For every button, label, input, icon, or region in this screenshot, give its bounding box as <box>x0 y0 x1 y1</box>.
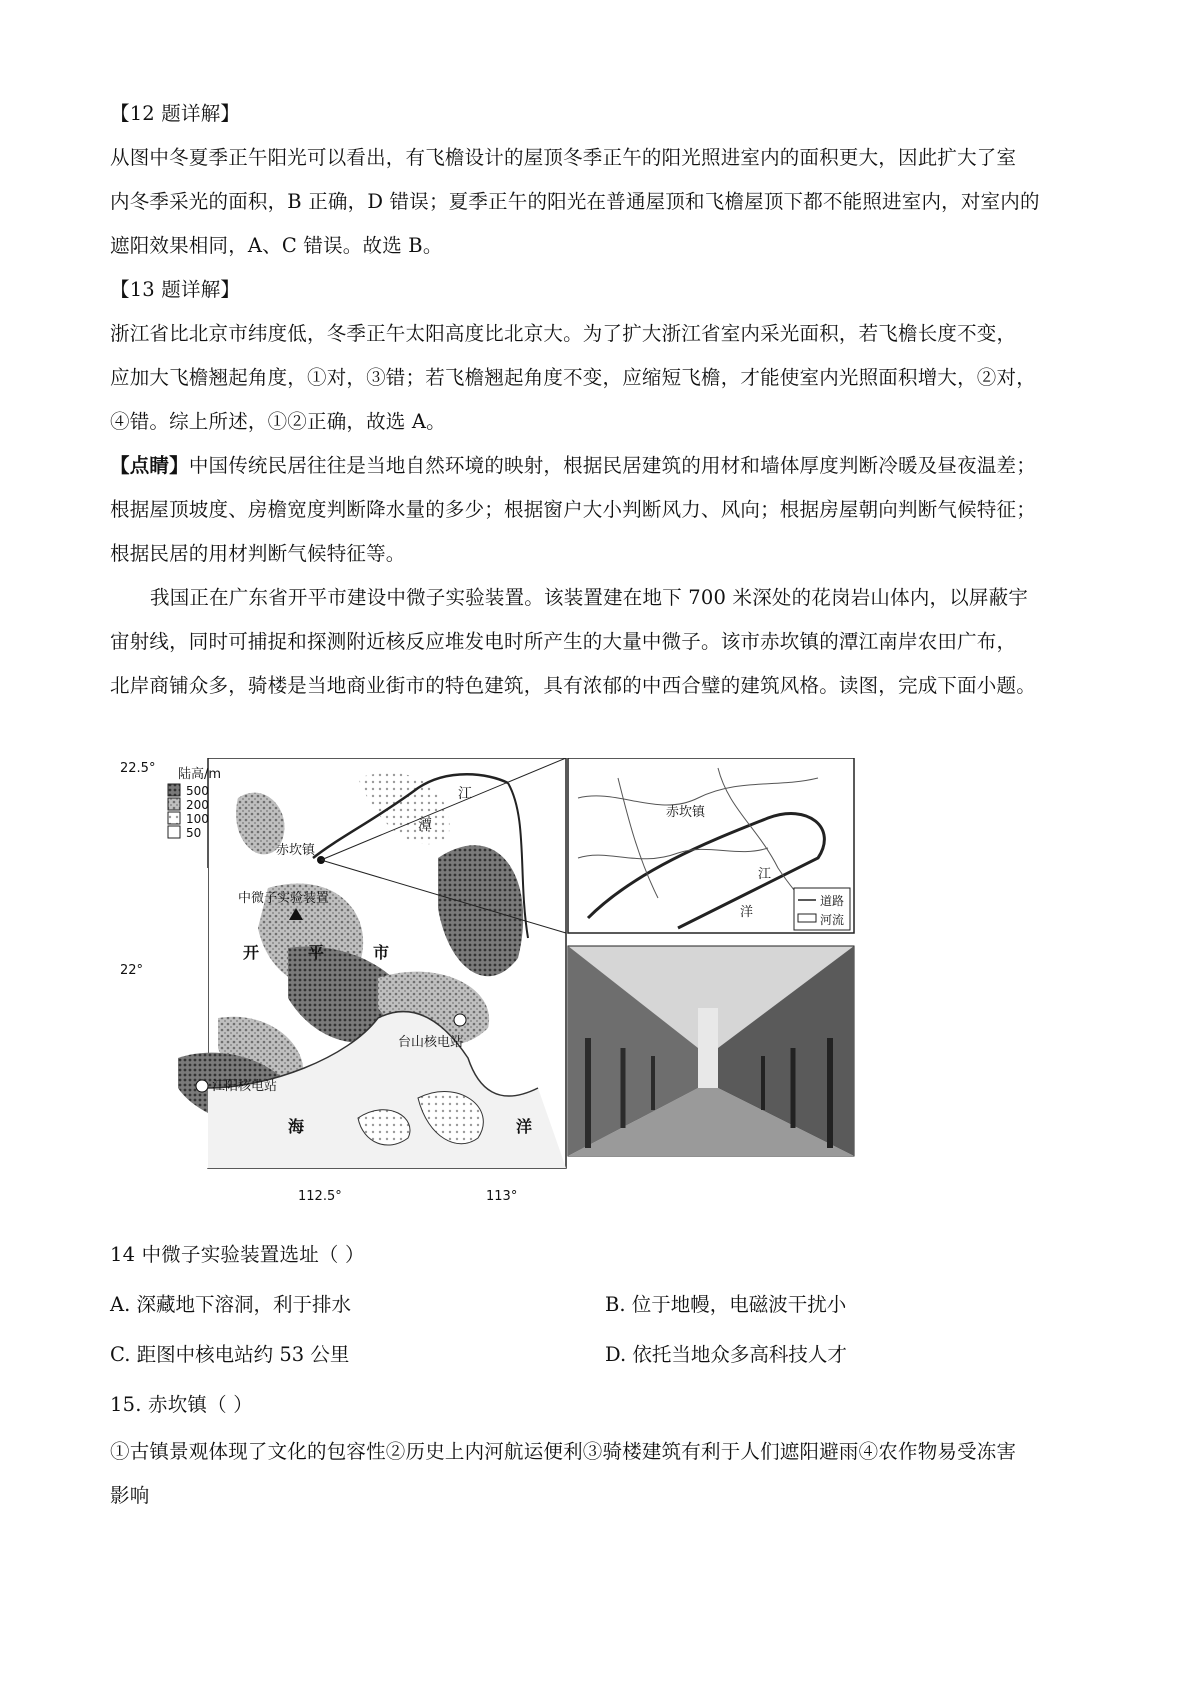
lon-label-left: 112.5° <box>298 1189 342 1204</box>
q13-line-1: 浙江省比北京市纬度低，冬季正午太阳高度比北京大。为了扩大浙江省室内采光面积，若飞檐长度不变， <box>110 322 1017 345</box>
legend-swatch <box>168 784 180 796</box>
q15-stem: 15. 赤坎镇（ ） <box>110 1393 253 1416</box>
sea-char: 海 <box>288 1117 305 1136</box>
inset-map <box>568 758 854 933</box>
inset-river-label: 江 <box>758 867 772 882</box>
q12-line-1: 从图中冬夏季正午阳光可以看出，有飞檐设计的屋顶冬季正午的阳光照进室内的面积更大，因此扩大了室 <box>110 146 1017 169</box>
map-svg <box>118 758 930 1218</box>
comment-line-2: 根据屋顶坡度、房檐宽度判断降水量的多少；根据窗户大小判断风力、风向；根据房屋朝向判断气候特征； <box>110 498 1036 521</box>
document-body <box>110 92 1100 708</box>
arcade-street-photo <box>568 946 854 1156</box>
comment-line-3: 根据民居的用材判断气候特征等。 <box>110 542 406 565</box>
legend-value: 100 <box>186 812 209 826</box>
legend-swatch <box>168 812 180 824</box>
river-label: 江 <box>458 786 472 802</box>
city-char: 市 <box>373 943 390 962</box>
nuclear-icon <box>454 1014 466 1026</box>
q12-line-3: 遮阳效果相同，A、C 错误。故选 B。 <box>110 234 443 257</box>
legend-river-label: 河流 <box>820 913 845 927</box>
main-map <box>120 758 566 1204</box>
nuclear-icon <box>196 1080 208 1092</box>
city-char: 开 <box>243 943 260 962</box>
q13-line-2: 应加大飞檐翘起角度，①对，③错；若飞檐翘起角度不变，应缩短飞檐，才能使室内光照面积增大，②对， <box>110 366 1036 389</box>
land-west <box>168 868 208 1168</box>
river-label: 潭 <box>418 818 432 834</box>
nuclear-label-yangjiang: 江阳核电站 <box>212 1079 278 1094</box>
map-figure <box>118 758 930 1218</box>
q14-option-a: A. 深藏地下溶洞，利于排水 <box>110 1293 351 1316</box>
q14-option-c: C. 距图中核电站约 53 公里 <box>110 1343 350 1366</box>
q15-line-1: ①古镇景观体现了文化的包容性②历史上内河航运便利③骑楼建筑有利于人们遮阳避雨④农作物易受冻害 <box>110 1440 1017 1463</box>
city-char: 平 <box>308 943 325 962</box>
q15-line-2: 影响 <box>110 1484 150 1507</box>
legend-swatch <box>168 826 180 838</box>
town-label: 赤坎镇 <box>276 843 316 858</box>
legend-swatch <box>168 798 180 810</box>
q14-option-d: D. 依托当地众多高科技人才 <box>605 1343 847 1366</box>
legend-value: 500 <box>186 784 209 798</box>
photo-sky <box>698 1008 718 1088</box>
q13-heading: 【13 题详解】 <box>110 278 241 301</box>
comment-line-1 <box>110 444 1100 488</box>
legend-value: 50 <box>186 826 202 840</box>
q13-line-3: ④错。综上所述，①②正确，故选 A。 <box>110 410 446 433</box>
legend-road-label: 道路 <box>820 894 845 908</box>
legend-value: 200 <box>186 798 209 812</box>
questions <box>110 1230 1100 1518</box>
q14-options-row-2 <box>110 1330 1100 1380</box>
passage-line-1: 我国正在广东省开平市建设中微子实验装置。该装置建在地下 700 米深处的花岗岩山体内，以屏蔽宇 <box>150 586 1029 609</box>
sea-char: 洋 <box>516 1117 533 1136</box>
q12-line-2: 内冬季采光的面积，B 正确，D 错误；夏季正午的阳光在普通屋顶和飞檐屋顶下都不能照进室内，对室内的 <box>110 190 1040 213</box>
passage-line-2: 宙射线，同时可捕捉和探测附近核反应堆发电时所产生的大量中微子。该市赤坎镇的潭江南岸农田广布， <box>110 630 1017 653</box>
inset-town-label: 赤坎镇 <box>666 805 706 820</box>
comment-text-1: 中国传统民居往往是当地自然环境的映射，根据民居建筑的用材和墙体厚度判断冷暖及昼夜温差； <box>188 454 1036 477</box>
nuclear-label-taishan: 台山核电站 <box>398 1035 464 1050</box>
legend-river-swatch <box>798 914 816 922</box>
lat-label-top: 22.5° <box>120 761 156 776</box>
device-label: 中微子实验装置 <box>238 891 330 906</box>
legend-title: 陆高/m <box>178 767 222 782</box>
q14-option-b: B. 位于地幔，电磁波干扰小 <box>605 1293 847 1316</box>
q14-stem: 14 中微子实验装置选址（ ） <box>110 1243 365 1266</box>
inset-river-label: 洋 <box>740 905 754 920</box>
q14-options-row-1 <box>110 1280 1100 1330</box>
q12-heading: 【12 题详解】 <box>110 102 241 125</box>
lat-label-mid: 22° <box>120 963 144 978</box>
comment-label: 【点睛】 <box>110 454 189 477</box>
lon-label-right: 113° <box>486 1189 518 1204</box>
passage-line-3: 北岸商铺众多，骑楼是当地商业街市的特色建筑，具有浓郁的中西合璧的建筑风格。读图，完成下面小题。 <box>110 674 1036 697</box>
